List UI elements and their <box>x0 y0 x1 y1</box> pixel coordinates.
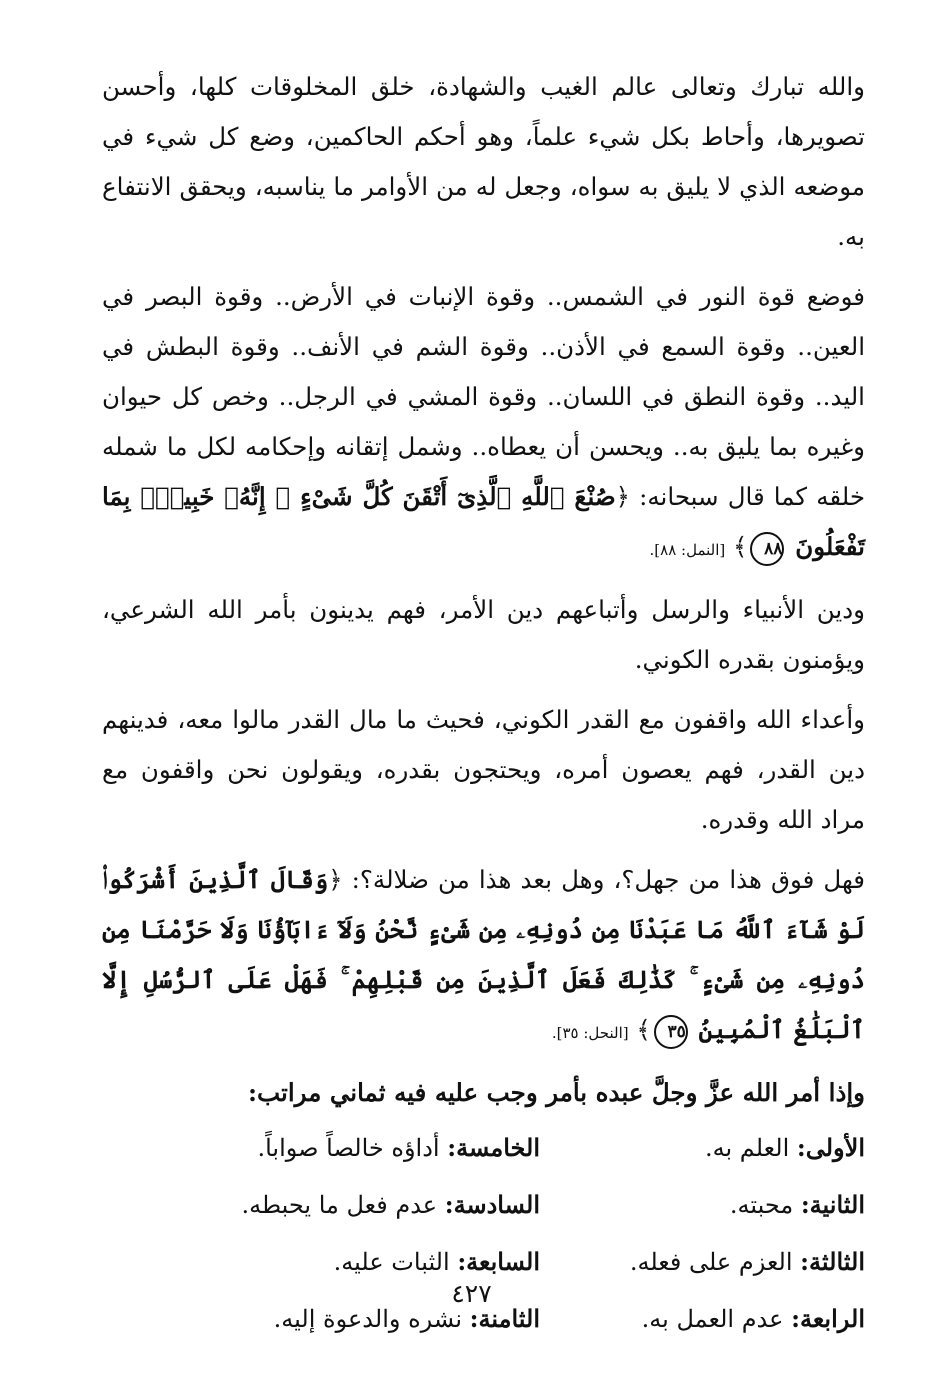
rank-item <box>705 1128 865 1168</box>
rank-item <box>630 1242 865 1282</box>
rank-item <box>730 1185 865 1225</box>
verse-reference: [النمل: ٨٨]. <box>649 541 726 559</box>
verse-close-bracket: ﴾ <box>636 1015 651 1044</box>
rank-label: السادسة: <box>444 1190 540 1219</box>
rank-item <box>241 1185 540 1225</box>
paragraph-powers-text: فوضع قوة النور في الشمس.. وقوة الإنبات في الأرض.. وقوة البصر في العين.. وقوة السمع في الأذن.. وقوة الشم في الأنف.. وقوة البطش في اليد.. وقوة النطق في اللسان.. وقوة المشي في الرجل.. وخص كل حيوان وغيره بما يليق به.. ويحسن أن يعطاه.. وشمل إتقانه وإحكامه لكل ما شمله خلقه كما قال سبحانه: <box>102 282 865 511</box>
rank-label: السابعة: <box>457 1247 540 1276</box>
ranks-heading: وإذا أمر الله عزَّ وجلَّ عبده بأمر وجب عليه فيه ثماني مراتب: <box>247 1078 865 1107</box>
rank-text: العلم به. <box>704 1134 790 1162</box>
rank-item <box>334 1242 540 1282</box>
rank-item <box>257 1128 540 1168</box>
rank-label: الخامسة: <box>447 1133 540 1162</box>
verse-reference: [النحل: ٣٥]. <box>551 1024 629 1042</box>
rank-text: الثبات عليه. <box>333 1248 450 1276</box>
verse-open-bracket: ﴿ <box>328 865 343 894</box>
rank-label: الأولى: <box>796 1133 865 1162</box>
paragraph-powers <box>102 272 865 575</box>
rank-label: الثامنة: <box>469 1304 540 1333</box>
rank-text: عدم فعل ما يحبطه. <box>241 1191 438 1219</box>
paragraph-prophets: ودين الأنبياء والرسل وأتباعهم دين الأمر، فهم يدينون بأمر الله الشرعي، ويؤمنون بقدره الكوني. <box>102 595 865 674</box>
rank-label: الثالثة: <box>800 1247 865 1276</box>
rank-text: العزم على فعله. <box>629 1248 793 1276</box>
paragraph-ignorance <box>102 855 865 1058</box>
quran-verse-naml: صُنْعَ ٱللَّهِ ٱلَّذِىٓ أَتْقَنَ كُلَّ شَىْءٍ ۚ إِنَّهُۥ خَبِيرٌۢ بِمَا تَفْعَلُونَ <box>102 482 865 561</box>
rank-label: الثانية: <box>800 1190 865 1219</box>
paragraph-ignorance-text: فهل فوق هذا من جهل؟، وهل بعد هذا من ضلالة؟: <box>351 865 865 894</box>
ayah-number-marker: ٣٥ <box>654 1015 688 1049</box>
paragraph-enemies: وأعداء الله واقفون مع القدر الكوني، فحيث ما مال القدر مالوا معه، فدينهم دين القدر، فهم يعصون أمره، ويحتجون بقدره، ويقولون نحن واقفون مع مراد الله وقدره. <box>102 705 865 834</box>
quran-verse-nahl: وَقَالَ ٱلَّذِينَ أَشْرَكُوا۟ لَوْ شَآءَ ٱللَّهُ مَا عَبَدْنَا مِن دُونِهِۦ مِن شَىْءٍ نَّحْنُ وَلَآ ءَابَآؤُنَا وَلَا حَرَّمْنَا مِن دُونِهِۦ مِن شَىْءٍ ۚ كَذَٰلِكَ فَعَلَ ٱلَّذِينَ مِن قَبْلِهِمْ ۚ فَهَلْ عَلَى ٱلرُّسُلِ إِلَّا ٱلْبَلَٰغُ ٱلْمُبِينُ <box>102 865 865 1044</box>
rank-text: عدم العمل به. <box>641 1305 784 1333</box>
ayah-number-marker: ٨٨ <box>750 532 784 566</box>
verse-close-bracket: ﴾ <box>733 532 748 561</box>
rank-text: أداؤه خالصاً صواباً. <box>257 1134 440 1162</box>
rank-label: الرابعة: <box>791 1304 865 1333</box>
rank-text: محبته. <box>729 1191 794 1219</box>
ranks-list <box>102 1128 865 1358</box>
rank-text: نشره والدعوة إليه. <box>273 1305 462 1333</box>
page-number: ٤٢٧ <box>451 1279 492 1308</box>
verse-open-bracket: ﴿ <box>615 482 631 511</box>
paragraph-creation: والله تبارك وتعالى عالم الغيب والشهادة، خلق المخلوقات كلها، وأحسن تصويرها، وأحاط بكل شيء علماً، وهو أحكم الحاكمين، وضع كل شيء في موضعه الذي لا يليق به سواه، وجعل له من الأوامر ما يناسبه، ويحقق الانتفاع به. <box>102 72 865 251</box>
